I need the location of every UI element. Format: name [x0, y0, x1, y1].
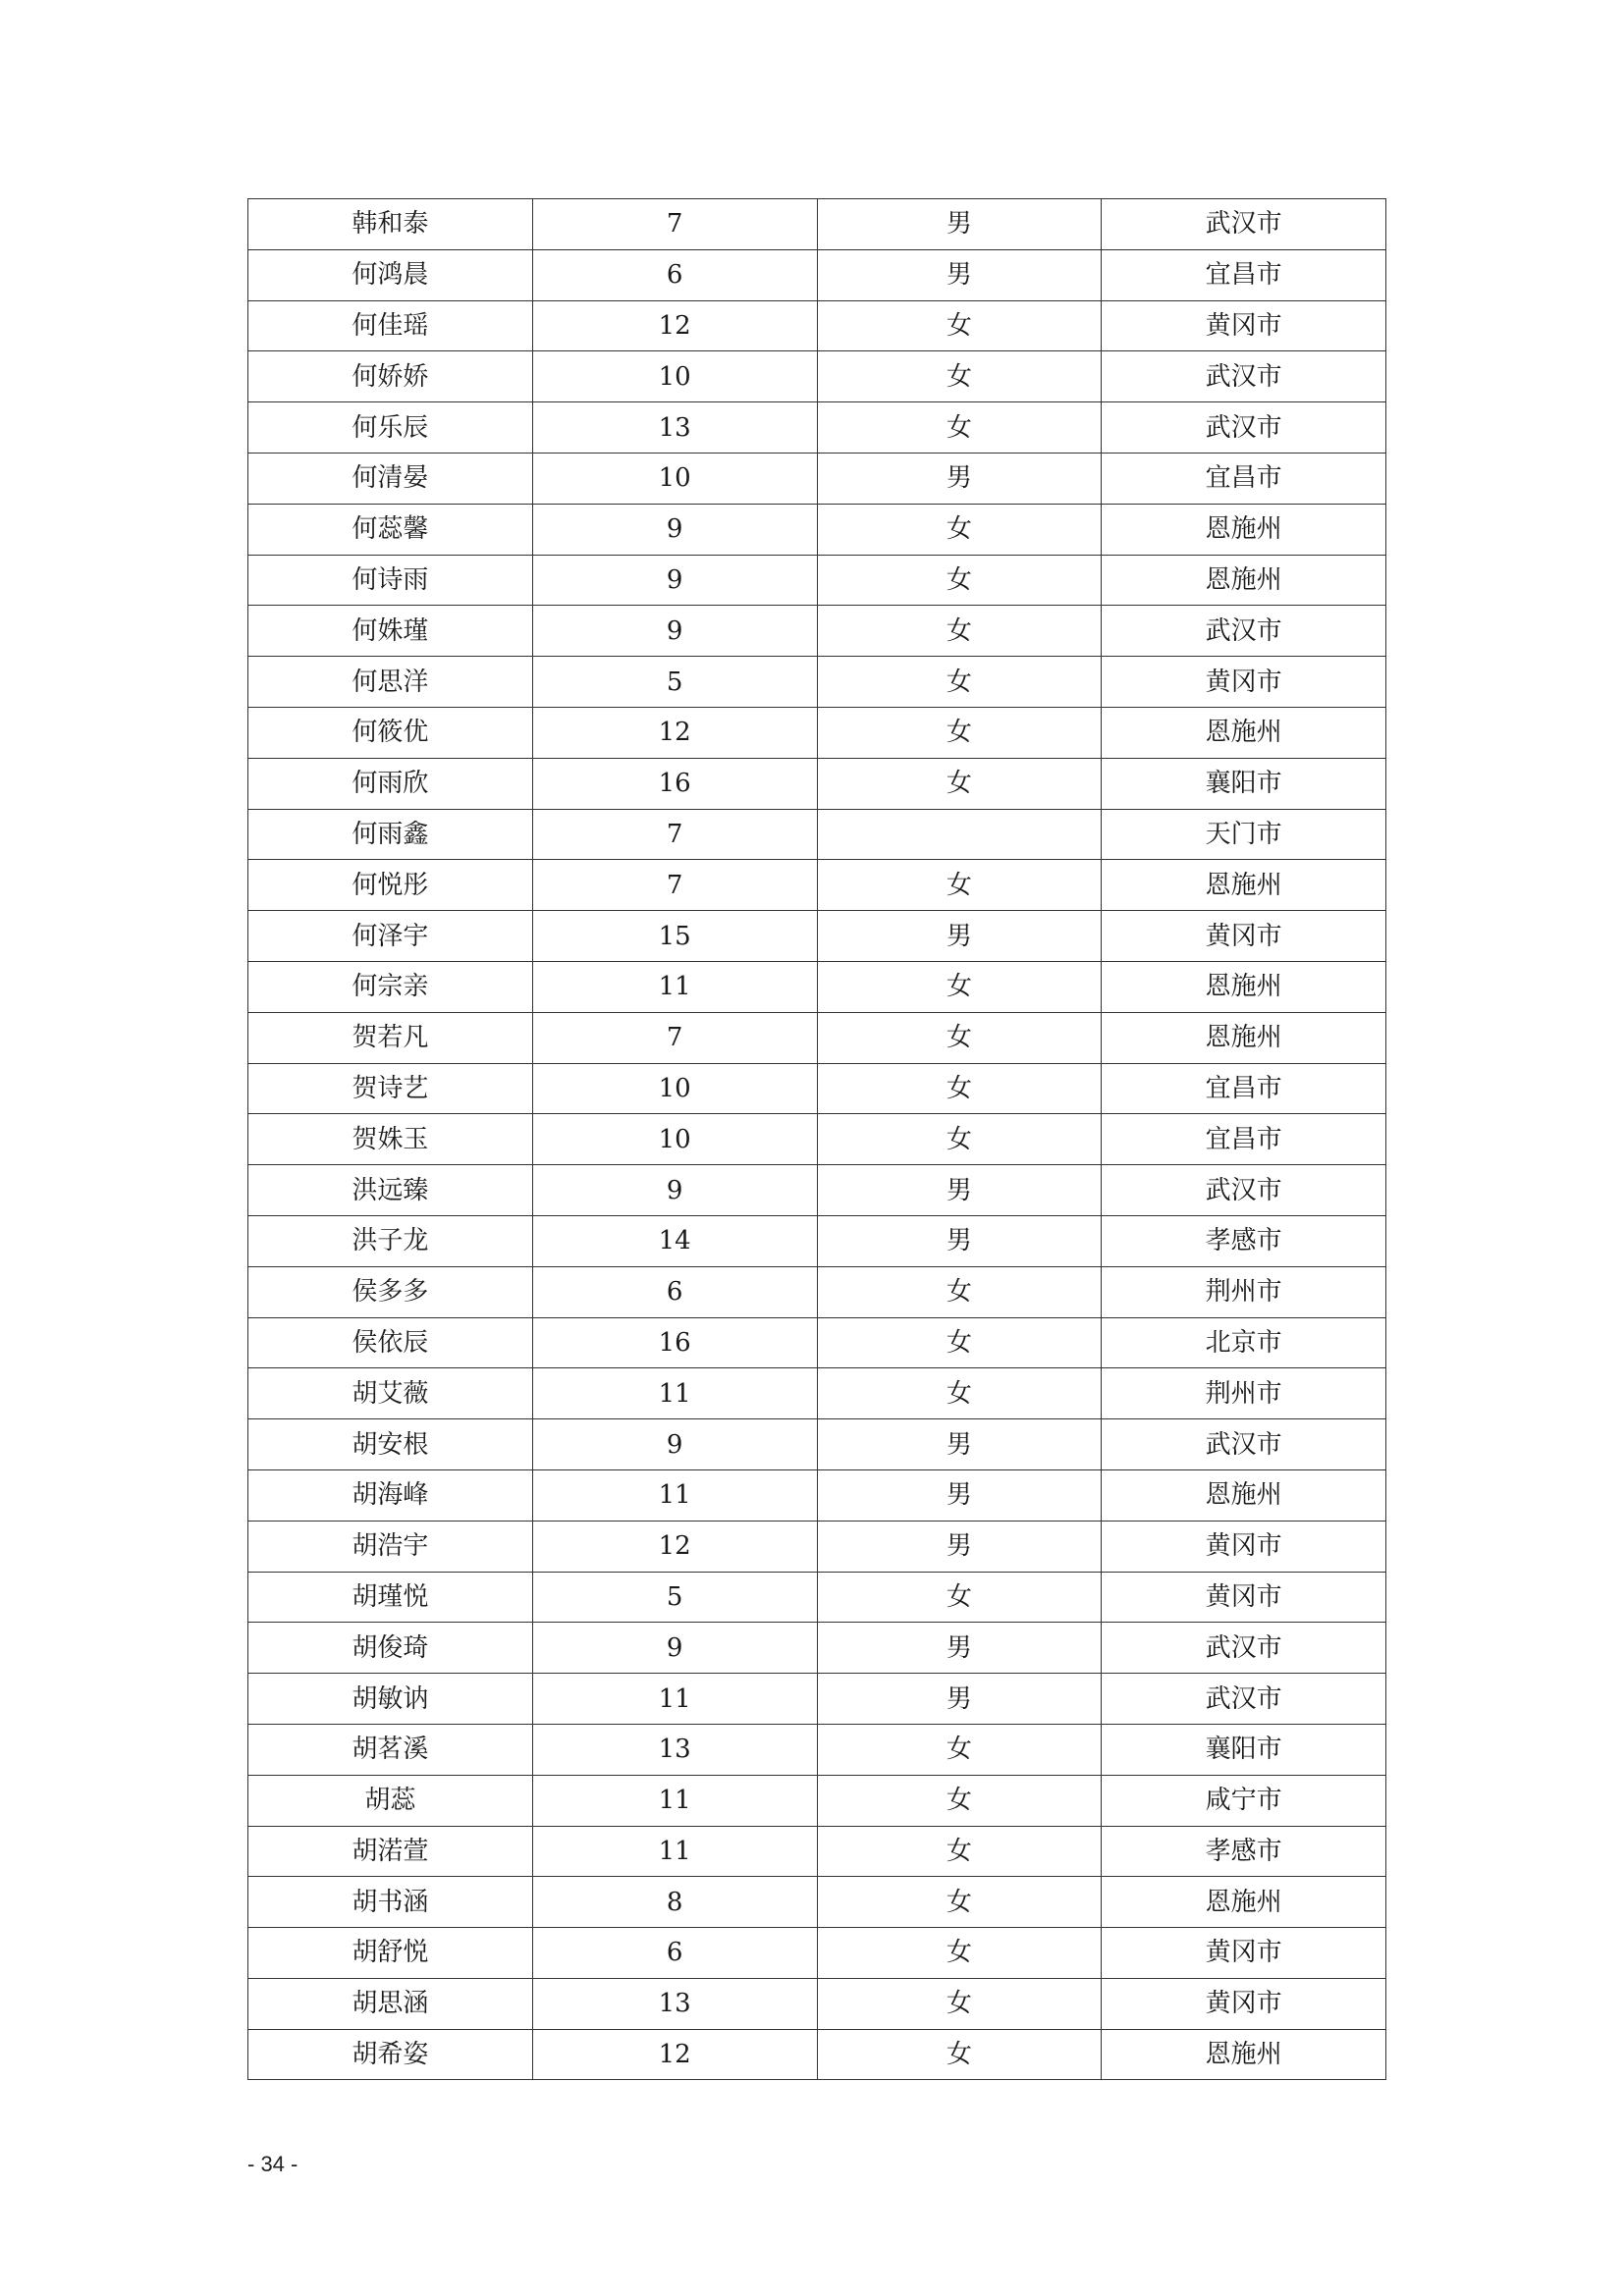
cell-name: 胡俊琦 — [248, 1623, 533, 1674]
cell-age: 14 — [532, 1215, 817, 1266]
cell-name: 何蕊馨 — [248, 504, 533, 555]
cell-age: 9 — [532, 1623, 817, 1674]
cell-name: 洪远臻 — [248, 1165, 533, 1216]
cell-age: 11 — [532, 1368, 817, 1419]
cell-age: 7 — [532, 809, 817, 860]
cell-city: 武汉市 — [1102, 1419, 1386, 1470]
cell-age: 12 — [532, 1521, 817, 1572]
cell-gender: 男 — [817, 199, 1102, 250]
cell-city: 恩施州 — [1102, 555, 1386, 606]
cell-gender: 男 — [817, 1419, 1102, 1470]
cell-name: 胡茗溪 — [248, 1724, 533, 1775]
cell-gender: 女 — [817, 860, 1102, 911]
table-row — [248, 453, 1386, 504]
cell-name: 何雨欣 — [248, 758, 533, 809]
cell-gender: 男 — [817, 1215, 1102, 1266]
cell-name: 何悦彤 — [248, 860, 533, 911]
cell-name: 何娇娇 — [248, 351, 533, 402]
cell-city: 北京市 — [1102, 1317, 1386, 1368]
cell-city: 恩施州 — [1102, 2029, 1386, 2080]
cell-age: 6 — [532, 1928, 817, 1979]
cell-name: 胡思涵 — [248, 1978, 533, 2029]
table-row — [248, 1215, 1386, 1266]
cell-name: 何佳瑶 — [248, 300, 533, 351]
cell-city: 黄冈市 — [1102, 1928, 1386, 1979]
cell-city: 黄冈市 — [1102, 657, 1386, 708]
cell-name: 贺姝玉 — [248, 1114, 533, 1165]
table-row — [248, 1877, 1386, 1928]
cell-age: 9 — [532, 555, 817, 606]
table-row — [248, 707, 1386, 758]
cell-city: 天门市 — [1102, 809, 1386, 860]
cell-gender: 女 — [817, 1572, 1102, 1623]
cell-age: 10 — [532, 453, 817, 504]
table-row — [248, 1368, 1386, 1419]
table-row — [248, 1623, 1386, 1674]
cell-name: 胡海峰 — [248, 1469, 533, 1521]
cell-gender: 女 — [817, 1063, 1102, 1114]
table-row — [248, 1114, 1386, 1165]
table-row — [248, 2029, 1386, 2080]
table-row — [248, 351, 1386, 402]
cell-age: 7 — [532, 860, 817, 911]
cell-city: 恩施州 — [1102, 1469, 1386, 1521]
cell-age: 11 — [532, 1826, 817, 1877]
cell-city: 恩施州 — [1102, 961, 1386, 1012]
cell-city: 武汉市 — [1102, 402, 1386, 454]
table-row — [248, 758, 1386, 809]
table-row — [248, 1775, 1386, 1826]
cell-city: 武汉市 — [1102, 351, 1386, 402]
table-row — [248, 1826, 1386, 1877]
cell-name: 胡艾薇 — [248, 1368, 533, 1419]
cell-gender: 男 — [817, 1674, 1102, 1725]
cell-name: 胡蕊 — [248, 1775, 533, 1826]
roster-table — [247, 198, 1386, 2080]
cell-age: 11 — [532, 961, 817, 1012]
table-row — [248, 911, 1386, 962]
cell-gender: 女 — [817, 1012, 1102, 1063]
cell-gender: 女 — [817, 2029, 1102, 2080]
cell-name: 何乐辰 — [248, 402, 533, 454]
cell-city: 武汉市 — [1102, 1623, 1386, 1674]
cell-city: 恩施州 — [1102, 707, 1386, 758]
cell-age: 7 — [532, 1012, 817, 1063]
table-row — [248, 249, 1386, 300]
cell-gender: 女 — [817, 1368, 1102, 1419]
cell-gender: 女 — [817, 961, 1102, 1012]
cell-gender: 女 — [817, 1826, 1102, 1877]
cell-city: 黄冈市 — [1102, 1521, 1386, 1572]
cell-age: 16 — [532, 1317, 817, 1368]
cell-age: 10 — [532, 1114, 817, 1165]
cell-gender: 男 — [817, 249, 1102, 300]
cell-gender: 女 — [817, 1114, 1102, 1165]
cell-age: 9 — [532, 1165, 817, 1216]
cell-gender: 男 — [817, 911, 1102, 962]
cell-gender — [817, 809, 1102, 860]
cell-city: 宜昌市 — [1102, 453, 1386, 504]
cell-age: 13 — [532, 1724, 817, 1775]
cell-age: 16 — [532, 758, 817, 809]
cell-gender: 男 — [817, 1623, 1102, 1674]
cell-name: 何诗雨 — [248, 555, 533, 606]
cell-name: 何雨鑫 — [248, 809, 533, 860]
cell-name: 何宗亲 — [248, 961, 533, 1012]
cell-gender: 女 — [817, 657, 1102, 708]
table-row — [248, 606, 1386, 657]
cell-city: 襄阳市 — [1102, 1724, 1386, 1775]
cell-gender: 女 — [817, 1928, 1102, 1979]
cell-name: 胡希姿 — [248, 2029, 533, 2080]
table-row — [248, 1063, 1386, 1114]
cell-gender: 女 — [817, 1724, 1102, 1775]
cell-age: 10 — [532, 351, 817, 402]
cell-age: 5 — [532, 1572, 817, 1623]
cell-city: 恩施州 — [1102, 1012, 1386, 1063]
cell-gender: 女 — [817, 555, 1102, 606]
cell-name: 胡舒悦 — [248, 1928, 533, 1979]
cell-city: 孝感市 — [1102, 1215, 1386, 1266]
cell-gender: 男 — [817, 1165, 1102, 1216]
cell-name: 侯多多 — [248, 1266, 533, 1317]
table-row — [248, 1266, 1386, 1317]
cell-gender: 女 — [817, 1266, 1102, 1317]
page-number: - 34 - — [247, 2152, 298, 2176]
table-row — [248, 1928, 1386, 1979]
cell-age: 12 — [532, 2029, 817, 2080]
cell-gender: 女 — [817, 606, 1102, 657]
cell-gender: 女 — [817, 402, 1102, 454]
cell-gender: 女 — [817, 758, 1102, 809]
cell-name: 何筱优 — [248, 707, 533, 758]
cell-city: 宜昌市 — [1102, 249, 1386, 300]
table-row — [248, 1521, 1386, 1572]
cell-name: 胡敏讷 — [248, 1674, 533, 1725]
cell-gender: 女 — [817, 504, 1102, 555]
cell-gender: 男 — [817, 453, 1102, 504]
cell-name: 洪子龙 — [248, 1215, 533, 1266]
cell-age: 10 — [532, 1063, 817, 1114]
table-row — [248, 199, 1386, 250]
table-row — [248, 1419, 1386, 1470]
cell-city: 黄冈市 — [1102, 1978, 1386, 2029]
cell-gender: 女 — [817, 1775, 1102, 1826]
cell-city: 孝感市 — [1102, 1826, 1386, 1877]
cell-city: 宜昌市 — [1102, 1114, 1386, 1165]
cell-city: 武汉市 — [1102, 199, 1386, 250]
cell-name: 贺诗艺 — [248, 1063, 533, 1114]
cell-name: 胡安根 — [248, 1419, 533, 1470]
cell-name: 何鸿晨 — [248, 249, 533, 300]
cell-city: 黄冈市 — [1102, 300, 1386, 351]
cell-gender: 女 — [817, 351, 1102, 402]
table-row — [248, 1572, 1386, 1623]
cell-city: 荆州市 — [1102, 1266, 1386, 1317]
cell-city: 黄冈市 — [1102, 1572, 1386, 1623]
table-row — [248, 555, 1386, 606]
table-row — [248, 402, 1386, 454]
table-row — [248, 504, 1386, 555]
cell-age: 11 — [532, 1674, 817, 1725]
cell-city: 襄阳市 — [1102, 758, 1386, 809]
cell-name: 韩和泰 — [248, 199, 533, 250]
cell-city: 恩施州 — [1102, 504, 1386, 555]
cell-name: 何清晏 — [248, 453, 533, 504]
table-row — [248, 961, 1386, 1012]
cell-city: 武汉市 — [1102, 1674, 1386, 1725]
cell-name: 胡瑾悦 — [248, 1572, 533, 1623]
cell-age: 8 — [532, 1877, 817, 1928]
cell-age: 11 — [532, 1775, 817, 1826]
table-row — [248, 1978, 1386, 2029]
cell-gender: 女 — [817, 1317, 1102, 1368]
cell-age: 6 — [532, 1266, 817, 1317]
cell-gender: 女 — [817, 1978, 1102, 2029]
cell-name: 侯依辰 — [248, 1317, 533, 1368]
cell-gender: 男 — [817, 1521, 1102, 1572]
cell-name: 胡书涵 — [248, 1877, 533, 1928]
cell-city: 恩施州 — [1102, 1877, 1386, 1928]
cell-city: 宜昌市 — [1102, 1063, 1386, 1114]
cell-city: 咸宁市 — [1102, 1775, 1386, 1826]
cell-gender: 女 — [817, 1877, 1102, 1928]
cell-city: 恩施州 — [1102, 860, 1386, 911]
cell-age: 5 — [532, 657, 817, 708]
cell-name: 贺若凡 — [248, 1012, 533, 1063]
cell-age: 13 — [532, 402, 817, 454]
cell-city: 武汉市 — [1102, 606, 1386, 657]
table-row — [248, 1317, 1386, 1368]
table-row — [248, 1724, 1386, 1775]
table-row — [248, 657, 1386, 708]
cell-age: 12 — [532, 707, 817, 758]
cell-age: 11 — [532, 1469, 817, 1521]
table-row — [248, 1165, 1386, 1216]
table-row — [248, 300, 1386, 351]
cell-city: 黄冈市 — [1102, 911, 1386, 962]
cell-age: 9 — [532, 504, 817, 555]
table-row — [248, 860, 1386, 911]
roster-table-body — [248, 199, 1386, 2080]
cell-name: 胡浩宇 — [248, 1521, 533, 1572]
cell-gender: 女 — [817, 300, 1102, 351]
cell-name: 何思洋 — [248, 657, 533, 708]
table-row — [248, 1012, 1386, 1063]
cell-age: 7 — [532, 199, 817, 250]
cell-age: 15 — [532, 911, 817, 962]
cell-age: 9 — [532, 1419, 817, 1470]
cell-age: 6 — [532, 249, 817, 300]
cell-name: 何姝瑾 — [248, 606, 533, 657]
cell-age: 9 — [532, 606, 817, 657]
table-row — [248, 809, 1386, 860]
cell-name: 何泽宇 — [248, 911, 533, 962]
table-row — [248, 1674, 1386, 1725]
cell-age: 12 — [532, 300, 817, 351]
cell-age: 13 — [532, 1978, 817, 2029]
cell-city: 荆州市 — [1102, 1368, 1386, 1419]
cell-gender: 男 — [817, 1469, 1102, 1521]
cell-name: 胡渃萱 — [248, 1826, 533, 1877]
cell-city: 武汉市 — [1102, 1165, 1386, 1216]
cell-gender: 女 — [817, 707, 1102, 758]
table-row — [248, 1469, 1386, 1521]
